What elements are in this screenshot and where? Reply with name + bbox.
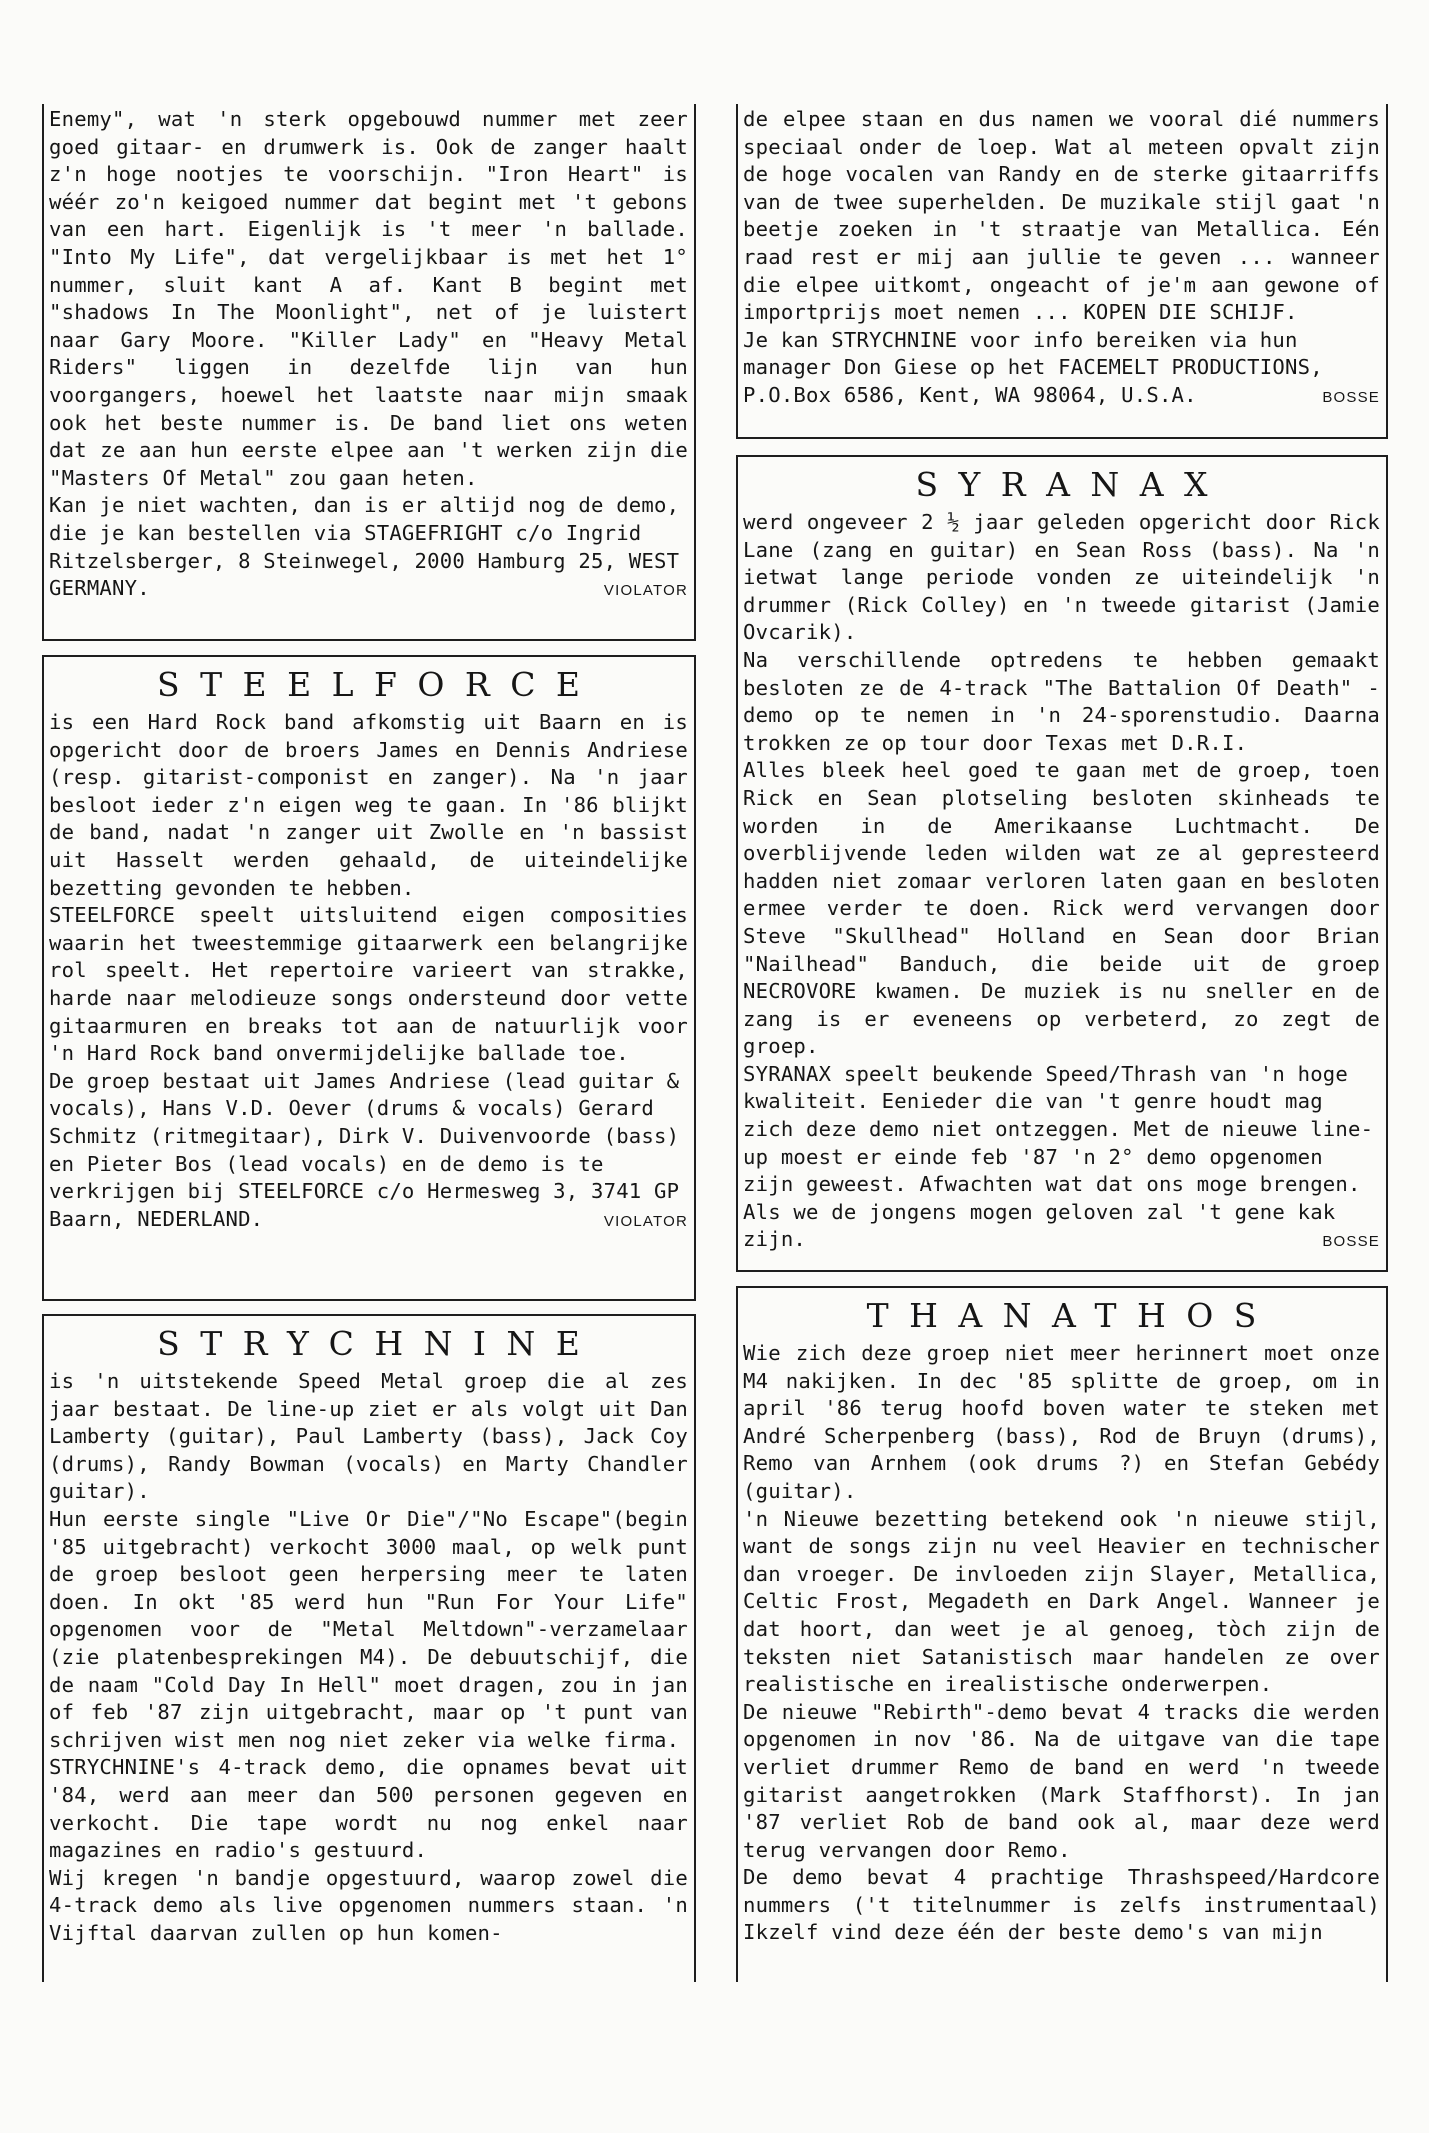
article-paragraph: Na verschillende optredens te hebben gemaakt besloten ze de 4-track "The Battalion Of Death" -demo op te nemen in 'n 24-sporenstudio. Daarna trokken ze op tour door Texas met D.R.I. bbox=[743, 647, 1380, 755]
article-paragraph: Alles bleek heel goed te gaan met de groep, toen Rick en Sean plotseling besloten skinheads te worden in de Amerikaanse Luchtmacht. De overblijvende leden wilden wat ze al gepresteerd hadden niet zomaar verloren laten gaan en besloten ermee verder te doen. Rick werd vervangen door Steve "Skullhead" Holland en Sean door Brian "Nailhead" Banduch, die beide uit de groep NECROVORE kwamen. De muziek is nu sneller en de zang is er eveneens op verbeterd, zo zegt de groep. bbox=[743, 758, 1380, 1059]
review-box-continued-left bbox=[42, 104, 696, 641]
article-paragraph: werd ongeveer 2 ½ jaar geleden opgericht door Rick Lane (zang en guitar) en Sean Ross (bass). Na 'n ietwat lange periode vonden ze uiteindelijk 'n drummer (Rick Colley) en 'n tweede gitarist (Jamie Ovcarik). bbox=[743, 510, 1380, 645]
band-title: STEELFORCE bbox=[157, 665, 601, 704]
article-paragraph: is 'n uitstekende Speed Metal groep die al zes jaar bestaat. De line-up ziet er als volgt uit Dan Lamberty (guitar), Paul Lamberty (bass), Jack Coy (drums), Randy Bowman (vocals) en Marty Chandler guitar). bbox=[49, 1369, 688, 1504]
author-signature: BOSSE bbox=[1322, 1233, 1380, 1251]
review-box-strychnine bbox=[42, 1314, 696, 1982]
review-box-thanathos bbox=[736, 1286, 1388, 1982]
article-paragraph: de elpee staan en dus namen we vooral dié nummers speciaal onder de loep. Wat al meteen opvalt zijn de hoge vocalen van Randy en de sterke gitaarriffs van de twee superhelden. De muzikale stijl gaat 'n beetje zoeken in 't straatje van Metallica. Eén raad rest er mij aan jullie te geven ... wanneer die elpee uitkomt, ongeacht of je'm aan gewone of importprijs moet nemen ... KOPEN DIE SCHIJF. bbox=[743, 107, 1380, 325]
article-paragraph: STRYCHNINE's 4-track demo, die opnames bevat uit '84, werd aan meer dan 500 personen gegeven en verkocht. Die tape wordt nu nog enkel naar magazines en radio's gestuurd. bbox=[49, 1755, 688, 1863]
article-paragraph: Wij kregen 'n bandje opgestuurd, waarop zowel die 4-track demo als live opgenomen nummers staan. 'n Vijftal daarvan zullen op hun komen- bbox=[49, 1865, 688, 1945]
article-paragraph: is een Hard Rock band afkomstig uit Baarn en is opgericht door de broers James en Dennis Andriese (resp. gitarist-componist en zanger). Na 'n jaar besloot ieder z'n eigen weg te gaan. In '86 blijkt de band, nadat 'n zanger uit Zwolle en 'n bassist uit Hasselt werden gehaald, de uiteindelijke bezetting gevonden te hebben. bbox=[49, 710, 688, 900]
article-paragraph: SYRANAX speelt beukende Speed/Thrash van 'n hoge kwaliteit. Eenieder die van 't genre houdt mag zich deze demo niet ontzeggen. Met de nieuwe line-up moest er einde feb '87 'n 2° demo opgenomen zijn geweest. Afwachten wat dat ons moge brengen. Als we de jongens mogen geloven zal 't gene kak zijn. bbox=[743, 1061, 1374, 1252]
article-paragraph: Je kan STRYCHNINE voor info bereiken via hun manager Don Giese op het FACEMELT PRODUCTIONS, P.O.Box 6586, Kent, WA 98064, U.S.A. bbox=[743, 327, 1323, 407]
author-signature: VIOLATOR bbox=[603, 582, 688, 600]
band-title: STRYCHNINE bbox=[157, 1324, 601, 1363]
article-paragraph: De groep bestaat uit James Andriese (lead guitar & vocals), Hans V.D. Oever (drums & vocals) Gerard Schmitz (ritmegitaar), Dirk V. Duivenvoorde (bass) en Pieter Bos (lead vocals) en de demo is te verkrijgen bij STEELFORCE c/o Hermesweg 3, 3741 GP Baarn, NEDERLAND. bbox=[49, 1068, 680, 1231]
article-paragraph: Kan je niet wachten, dan is er altijd nog de demo, die je kan bestellen via STAGEFRIGHT c/o Ingrid Ritzelsberger, 8 Steinwegel, 2000 Hamburg 25, WEST GERMANY. bbox=[49, 493, 680, 601]
article-paragraph: De demo bevat 4 prachtige Thrashspeed/Hardcore nummers ('t titelnummer is zelfs instrumentaal) Ikzelf vind deze één der beste demo's van mijn bbox=[743, 1865, 1380, 1945]
review-box-continued-right bbox=[736, 104, 1388, 439]
article-paragraph: Hun eerste single "Live Or Die"/"No Escape"(begin '85 uitgebracht) verkocht 3000 maal, op welk punt de groep besloot geen herpersing meer te laten doen. In okt '85 werd hun "Run For Your Life" opgenomen voor de "Metal Meltdown"-verzamelaar (zie platenbesprekingen M4). De debuutschijf, die de naam "Cold Day In Hell" moet dragen, zou in jan of feb '87 zijn uitgebracht, maar op 't punt van schrijven wist men nog niet zeker via welke firma. bbox=[49, 1506, 688, 1752]
author-signature: BOSSE bbox=[1322, 388, 1380, 406]
review-box-syranax bbox=[736, 455, 1388, 1272]
author-signature: VIOLATOR bbox=[603, 1212, 688, 1230]
article-paragraph: Enemy", wat 'n sterk opgebouwd nummer met zeer goed gitaar- en drumwerk is. Ook de zanger haalt z'n hoge nootjes te voorschijn. "Iron Heart" is wéér zo'n keigoed nummer dat begint met 't gebons van een hart. Eigenlijk is 't meer 'n ballade. "Into My Life", dat vergelijkbaar is met het 1° nummer, sluit kant A af. Kant B begint met "shadows In The Moonlight", net of je luistert naar Gary Moore. "Killer Lady" en "Heavy Metal Riders" liggen in dezelfde lijn van hun voorgangers, hoewel het laatste naar mijn smaak ook het beste nummer is. De band liet ons weten dat ze aan hun eerste elpee aan 't werken zijn die "Masters Of Metal" zou gaan heten. bbox=[49, 107, 688, 490]
band-title: THANATHOS bbox=[866, 1296, 1277, 1335]
article-paragraph: De nieuwe "Rebirth"-demo bevat 4 tracks die werden opgenomen in nov '86. Na de uitgave van die tape verliet drummer Remo de band en werd 'n tweede gitarist aangetrokken (Mark Staffhorst). In jan '87 verliet Rob de band ook al, maar deze werd terug vervangen door Remo. bbox=[743, 1699, 1380, 1862]
review-box-steelforce bbox=[42, 655, 696, 1301]
article-paragraph: 'n Nieuwe bezetting betekend ook 'n nieuwe stijl, want de songs zijn nu veel Heavier en technischer dan vroeger. De invloeden zijn Slayer, Metallica, Celtic Frost, Megadeth en Dark Angel. Wanneer je dat hoort, dan weet je al genoeg, tòch zijn de teksten niet Satanistisch maar handelen ze over realistische en irealistische onderwerpen. bbox=[743, 1506, 1380, 1697]
article-paragraph: STEELFORCE speelt uitsluitend eigen composities waarin het tweestemmige gitaarwerk een belangrijke rol speelt. Het repertoire varieert van strakke, harde naar melodieuze songs ondersteund door vette gitaarmuren en breaks tot aan de natuurlijk voor 'n Hard Rock band onvermijdelijke ballade toe. bbox=[49, 903, 688, 1066]
article-paragraph: Wie zich deze groep niet meer herinnert moet onze M4 nakijken. In dec '85 splitte de groep, om in april '86 terug hoofd boven water te steken met André Scherpenberg (bass), Rod de Bruyn (drums), Remo van Arnhem (ook drums ?) en Stefan Gebédy (guitar). bbox=[743, 1341, 1380, 1503]
band-title: SYRANAX bbox=[915, 465, 1228, 504]
